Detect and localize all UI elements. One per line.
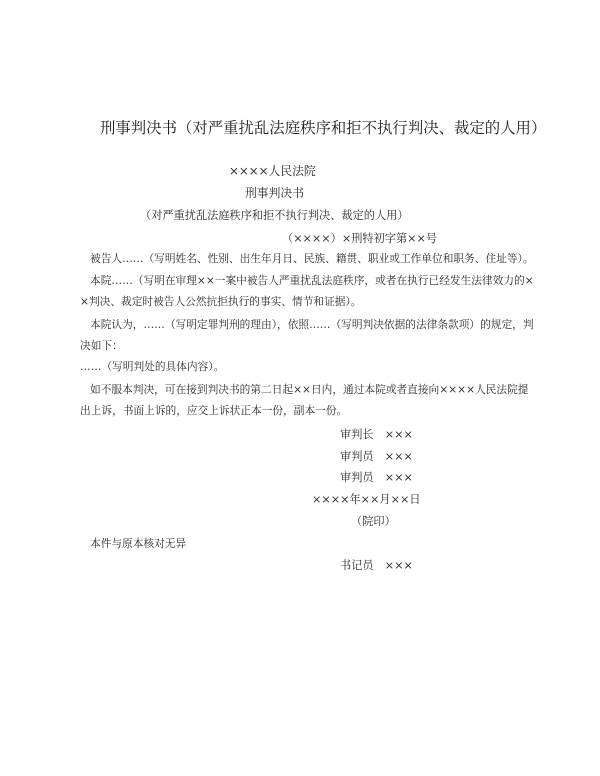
document-type: 刑事判决书 (245, 186, 304, 200)
judge-signature-2: 审判员 ××× (340, 471, 413, 484)
document-subtitle: （对严重扰乱法庭秩序和拒不执行判决、裁定的人用） (140, 209, 409, 222)
verdict-paragraph: ……（写明判处的具体内容）。 (80, 360, 225, 373)
facts-paragraph-line-2: ×判决、裁定时被告人公然抗拒执行的事实、情节和证据）。 (80, 295, 362, 308)
document-title: 刑事判决书（对严重扰乱法庭秩序和拒不执行判决、裁定的人用） (100, 119, 547, 137)
judgment-date: ××××年××月××日 (312, 493, 421, 506)
judge-signature-1: 审判员 ××× (340, 450, 413, 463)
court-name: ××××人民法院 (229, 164, 316, 178)
facts-paragraph-line-1: 本院……（写明在审理××一案中被告人严重扰乱法庭秩序，或者在执行已经发生法律效力的× (90, 274, 534, 287)
reasoning-paragraph-line-2: 决如下： (80, 339, 123, 352)
case-number: （××××）×刑特初字第××号 (282, 232, 438, 245)
reasoning-paragraph-line-1: 本院认为，……（写明定罪判刑的理由），依照……（写明判决依据的法律条款项）的规定，判 (90, 318, 534, 331)
presiding-judge-signature: 审判长 ××× (340, 428, 413, 441)
appeal-paragraph-line-2: 出上诉，书面上诉的，应交上诉状正本一份，副本一份。 (80, 404, 348, 417)
clerk-signature: 书记员 ××× (340, 559, 413, 572)
defendant-paragraph: 被告人……（写明姓名、性别、出生年月日、民族、籍贯、职业或工作单位和职务、住址等）。 (90, 252, 534, 265)
verification-note: 本件与原本核对无异 (90, 537, 187, 550)
appeal-paragraph-line-1: 如不服本判决，可在接到判决书的第二日起××日内，通过本院或者直接向××××人民法院提 (90, 383, 529, 396)
court-seal: （院印） (351, 515, 396, 528)
